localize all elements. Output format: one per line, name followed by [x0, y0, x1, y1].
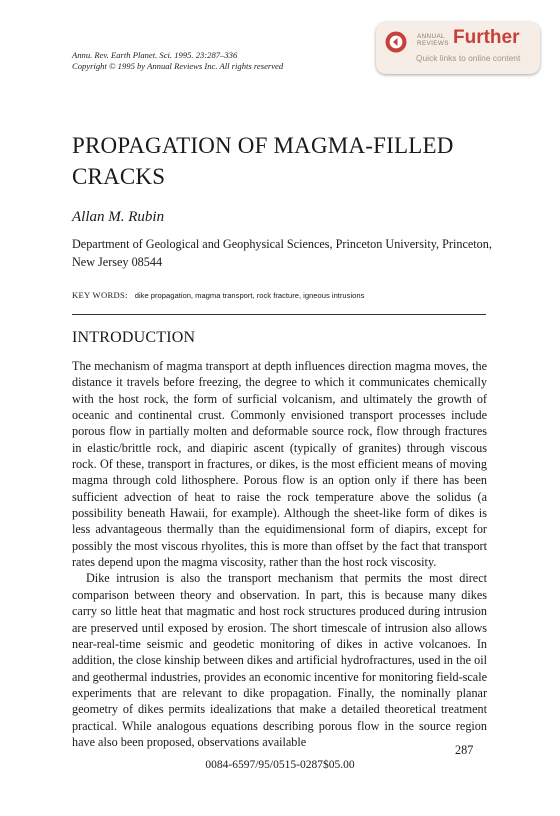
badge-further-label: Further — [453, 27, 520, 48]
annual-reviews-logo-icon — [385, 31, 407, 53]
badge-subtitle: Quick links to online content — [416, 53, 521, 63]
keywords-label: KEY WORDS: — [72, 290, 128, 300]
body-paragraph: Dike intrusion is also the transport mechanism that permits the most direct comparison between theory and observation. In part, this is because many dikes carry so little heat that magmatic and host rock structures produced during intrusion are preserved until exposed by erosion. The short timescale of intrusion also allows near-real-time seismic and geodetic monitoring of dikes in active volcanoes. In addition, the close kinship between dikes and artificial hydrofractures, used in the oil and geothermal industries, provides an economic incentive for monitoring field-scale experiments that are relevant to dike propagation. Finally, the nominally planar geometry of dikes permits idealizations that make a detailed theoretical treatment practical. While analogous equations describing porous flow in the source region have also been proposed, observations available — [72, 571, 487, 749]
keywords-list: dike propagation, magma transport, rock fracture, igneous intrusions — [134, 291, 365, 300]
section-heading: INTRODUCTION — [72, 329, 196, 346]
body-text — [72, 358, 487, 750]
journal-citation: Annu. Rev. Earth Planet. Sci. 1995. 23:287–336 — [72, 50, 238, 60]
article-code: 0084-6597/95/0515-0287$05.00 — [205, 759, 355, 771]
keywords-divider — [72, 314, 486, 315]
page-number: 287 — [455, 743, 474, 757]
further-badge[interactable] — [376, 22, 540, 74]
badge-annual-reviews-label: ANNUAL REVIEWS — [417, 33, 449, 47]
article-author: Allan M. Rubin — [72, 209, 165, 225]
copyright-notice: Copyright © 1995 by Annual Reviews Inc. All rights reserved — [72, 61, 284, 71]
keywords-line — [72, 289, 364, 302]
body-paragraph: The mechanism of magma transport at depth influences direction magma moves, the distance it travels before freezing, the degree to which it communicates chemically with the host rock, the form of surficial volcanism, and ultimately the growth of oceanic and continental crust. Commonly envisioned transport processes include porous flow in partially molten and deformable source rock, flow through fractures in elastic/brittle rock, and diapiric ascent (typically of granites) through viscous rock. Of these, transport in fractures, or dikes, is the most efficient means of moving magma through cold lithosphere. Porous flow is an option only if there has been sufficient advection of heat to raise the rock temperature above the solidus (a possibility beneath Hawaii, for example). Although the sheet-like form of dikes is less advantageous thermally than the equidimensional form of diapirs, except for possibly the most viscous rhyolites, this is more than offset by the fact that transport rates depend upon the magma viscosity, rather than the host rock viscosity. — [72, 359, 487, 570]
author-affiliation: Department of Geological and Geophysical Sciences, Princeton University, Princeton, New Jersey 08544 — [72, 237, 492, 269]
article-title: PROPAGATION OF MAGMA-FILLED CRACKS — [72, 133, 454, 189]
